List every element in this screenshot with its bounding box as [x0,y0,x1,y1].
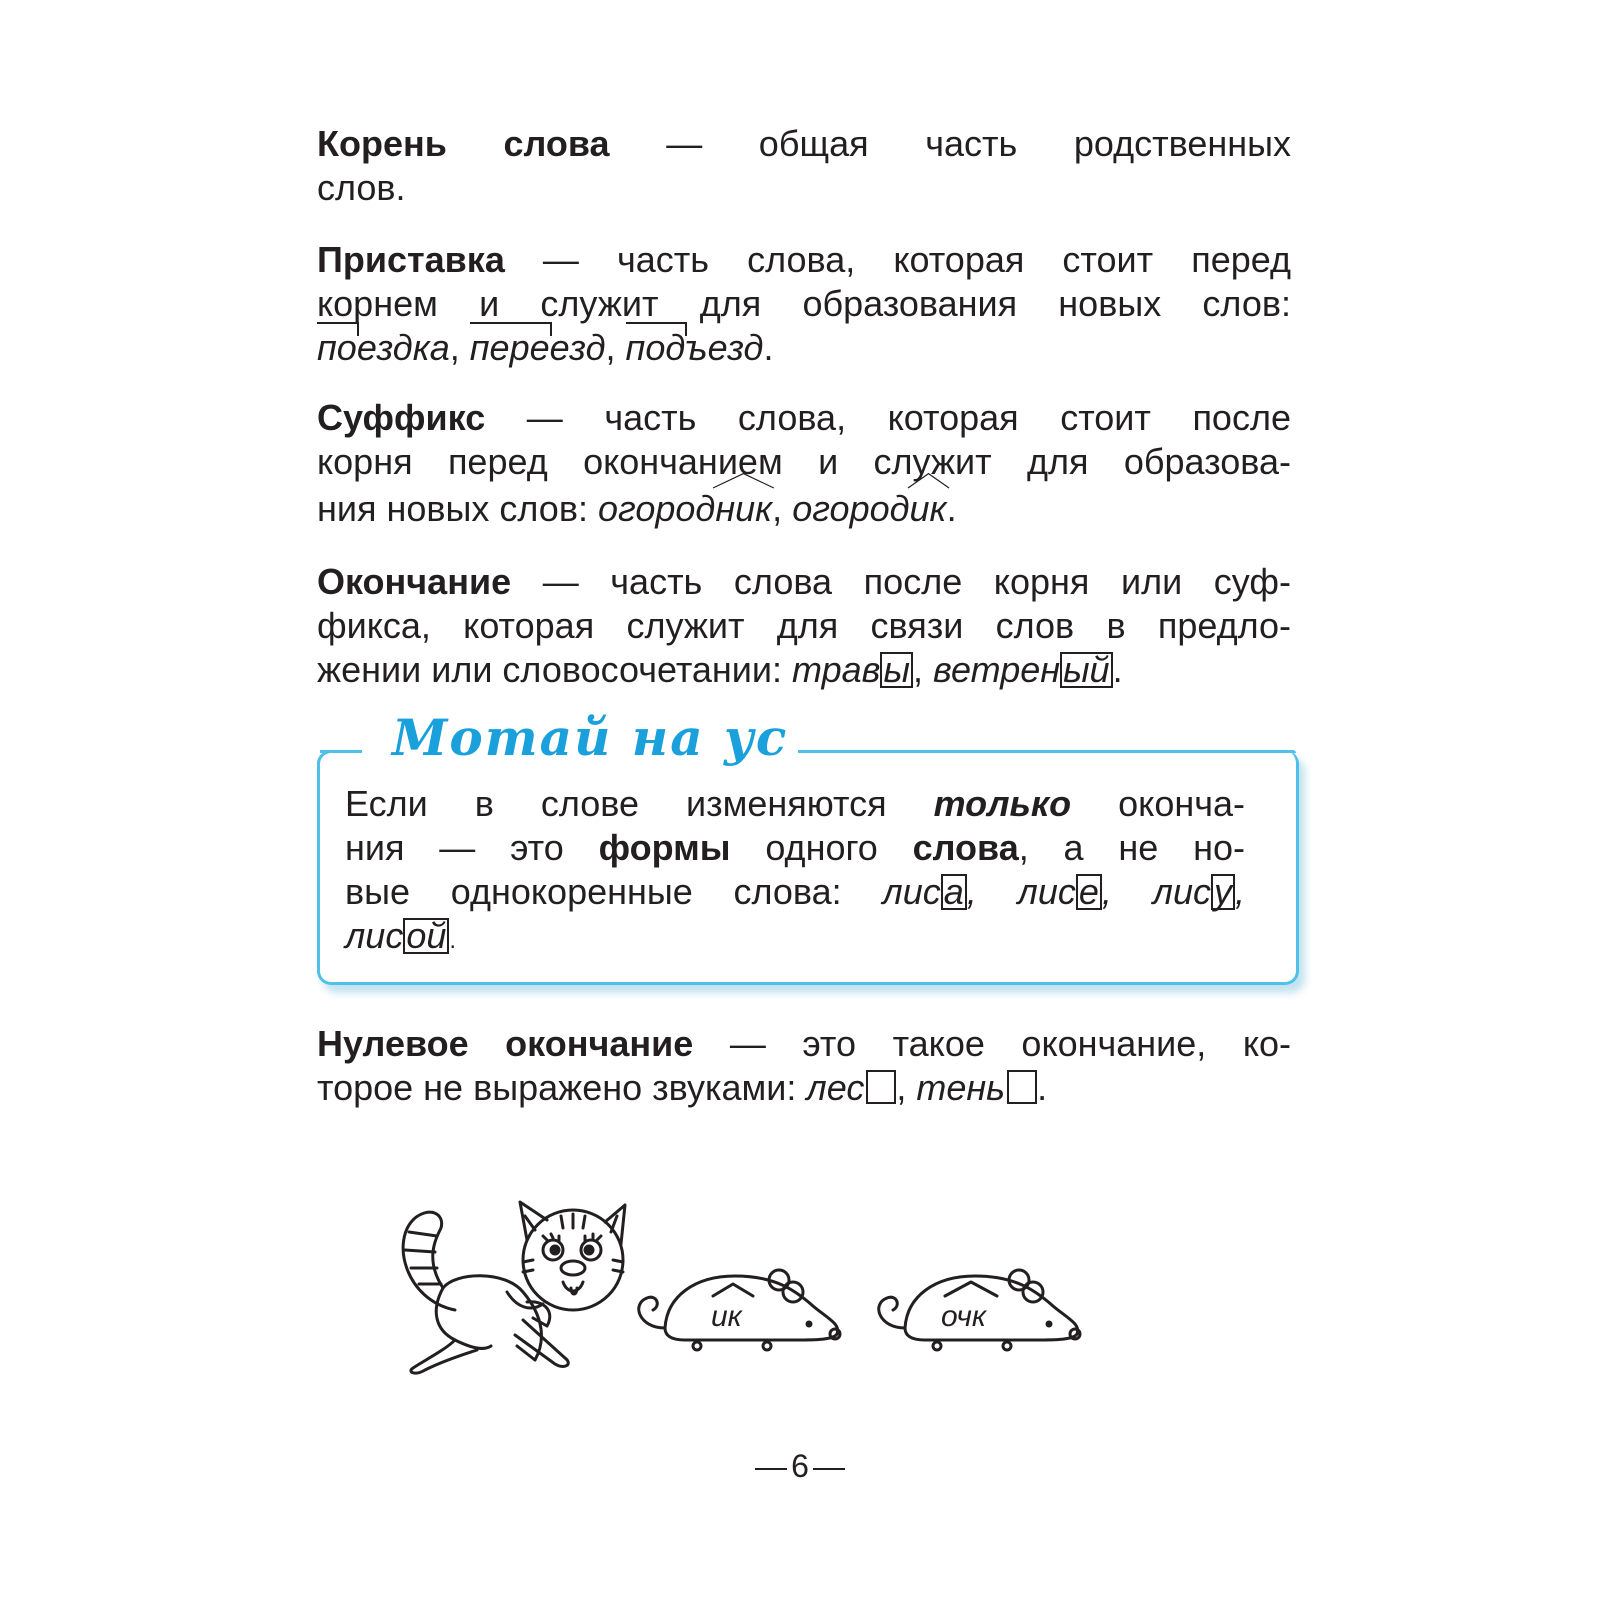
suffix-example-1-suffix [715,484,772,534]
root-definition [317,122,1291,210]
prefix-word-korn: корнем [317,283,438,324]
ending-definition [317,560,1291,692]
note-line2-start: ния — это [345,827,564,868]
root-def-line1: — общая часть родственных [666,123,1291,164]
mouse-2-label: очк [941,1300,987,1333]
suffix-example-2-suffix [910,484,947,534]
prefix-def-line2-end: образования новых слов: [802,283,1291,324]
zero-ending-example-1-stem: лес [806,1067,865,1108]
note-example-1-sep: , [966,871,977,912]
prefix-example-1-prefix: по [317,327,357,368]
note-example-2-sep: , [1101,871,1112,912]
suffix-example-2-stem: огород [792,488,910,529]
page-number-dash-left [755,1468,787,1470]
ending-example-2-stem: ветрен [933,649,1061,690]
zero-ending-box-2 [1007,1070,1037,1104]
note-emphasis-forms: формы [598,827,731,868]
prefix-example-1-rest: ездка [356,327,450,368]
zero-ending-def-line2-text: торое не выражено звуками: [317,1067,797,1108]
zero-ending-example-2-stem: тень [916,1067,1006,1108]
zero-ending-definition [317,1022,1291,1110]
zero-ending-def-line1: — это такое окончание, ко- [729,1023,1291,1064]
note-line2-end: , а не но- [1018,827,1245,868]
ending-def-line3 [317,648,1291,692]
prefix-example-2-prefix: пере [469,327,550,368]
root-term: Корень слова [317,123,610,164]
zero-ending-example-2-sep: . [1037,1067,1048,1108]
page-number [0,1448,1600,1485]
note-example-3-stem: лис [1152,871,1211,912]
suffix-example-1-sep: , [772,488,783,529]
prefix-definition [317,238,1291,370]
prefix-word-sluzhit: служит [540,283,659,324]
prefix-def-line1: — часть слова, которая стоит перед [542,239,1291,280]
note-example-1-box: а [941,874,967,910]
note-word-odnogo: одного [765,827,878,868]
prefix-word-i: и [479,283,500,324]
prefix-term: Приставка [317,239,505,280]
note-example-2-stem: лис [1017,871,1076,912]
suffix-def-line3-text: ния новых слов: [317,488,588,529]
suffix-def-line3 [317,484,1291,534]
note-line3-start: вые однокоренные слова: [345,871,842,912]
suffix-arc-icon [908,470,949,488]
zero-ending-example-1-sep: , [896,1067,907,1108]
ending-example-1-sep: , [912,649,923,690]
suffix-term: Суффикс [317,397,486,438]
note-text [345,782,1245,963]
ending-example-2-sep: . [1112,649,1123,690]
prefix-example-3-prefix: под [625,327,686,368]
note-example-2-box: е [1076,874,1102,910]
note-box-corner [317,750,336,769]
prefix-example-1-sep: , [449,327,460,368]
suffix-definition [317,396,1291,534]
suffix-example-2-sep: . [946,488,957,529]
suffix-example-1-stem: огород [597,488,716,529]
ending-example-1-stem: трав [792,649,881,690]
page-number-value: 6 [791,1448,809,1484]
note-example-4-box: ой [403,918,449,954]
prefix-example-3-rest: ъезд [685,327,764,368]
note-example-4-stem: лис [345,915,404,956]
ending-def-line2: фикса, которая служит для связи слов в предло- [317,605,1291,646]
note-title: Мотай на ус [392,708,789,767]
zero-ending-box-1 [866,1070,896,1104]
prefix-example-2-rest: езд [549,327,606,368]
note-example-4-sep: . [449,927,457,954]
note-line1-start: Если в слове изменяются [345,783,887,824]
prefix-word-dlya: для [699,283,762,324]
page-number-dash-right [813,1468,845,1470]
note-emphasis-word: слова [912,827,1019,868]
note-example-1-stem: лис [882,871,941,912]
zero-ending-term: Нулевое окончание [317,1023,694,1064]
suffix-example-2-suffix-text: ик [909,488,947,529]
prefix-example-2-sep: , [605,327,616,368]
ending-def-line1: — часть слова после корня или суф- [542,561,1291,602]
root-def-line2: слов. [317,167,406,208]
cat-and-mice-illustration [395,1200,1115,1400]
suffix-def-line2: корня перед окончанием и служит для образова- [317,441,1291,482]
mouse-1-label: ик [711,1300,742,1333]
note-emphasis-only: только [933,783,1072,824]
note-line1-end: оконча- [1118,783,1245,824]
suffix-def-line1: — часть слова, которая стоит после [526,397,1291,438]
ending-def-line3-text: жении или словосочетании: [317,649,783,690]
prefix-example-3-sep: . [763,327,774,368]
ending-term: Окончание [317,561,512,602]
note-example-3-sep: , [1234,871,1245,912]
ending-example-1-box: ы [880,652,913,688]
zero-ending-def-line2 [317,1066,1291,1110]
note-example-3-box: у [1211,874,1235,910]
cat-icon [403,1202,625,1373]
suffix-arc-icon [713,470,774,488]
ending-example-2-box: ый [1060,652,1113,688]
suffix-example-1-suffix-text: ник [715,488,773,529]
prefix-examples [317,326,1291,370]
